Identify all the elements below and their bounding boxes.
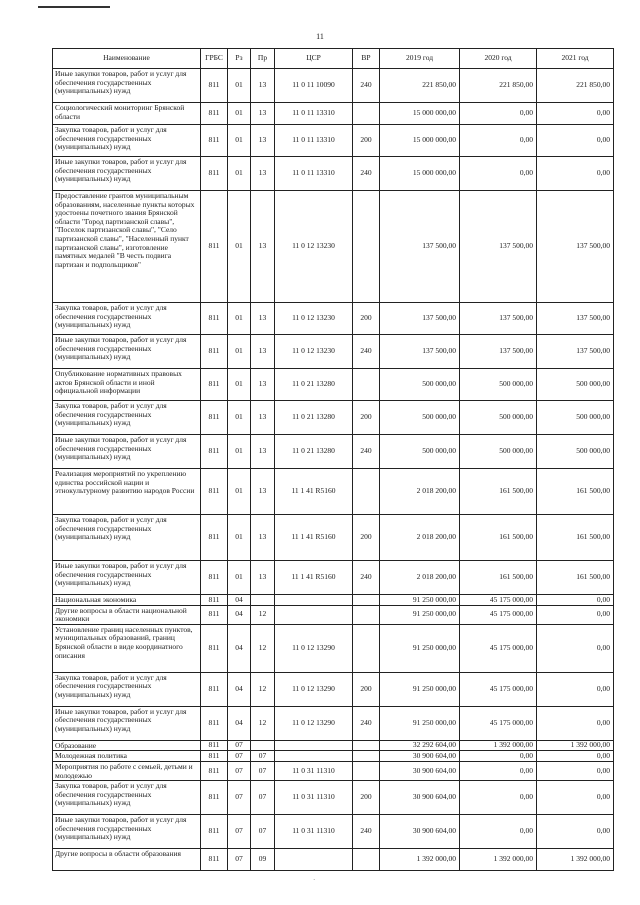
grbs-cell: 811 — [201, 103, 228, 125]
amount-2020-cell: 45 175 000,00 — [460, 595, 537, 606]
pr-cell: 13 — [251, 515, 275, 561]
amount-2019-cell: 500 000,00 — [380, 369, 460, 401]
table-row — [53, 781, 614, 815]
csr-cell: 11 0 31 11310 — [275, 761, 353, 780]
rz-cell: 01 — [228, 191, 251, 303]
amount-2021-cell: 0,00 — [537, 605, 614, 624]
name-cell: Закупка товаров, работ и услуг для обеспечения государственных (муниципальных) нужд — [53, 401, 201, 435]
amount-2019-cell: 500 000,00 — [380, 401, 460, 435]
pr-cell: 13 — [251, 191, 275, 303]
rz-cell: 04 — [228, 706, 251, 740]
csr-cell: 11 1 41 R5160 — [275, 561, 353, 595]
name-cell: Иные закупки товаров, работ и услуг для обеспечения государственных (муниципальных) нужд — [53, 815, 201, 849]
amount-2019-cell: 91 250 000,00 — [380, 706, 460, 740]
amount-2020-cell: 1 392 000,00 — [460, 849, 537, 871]
name-cell: Молодежная политика — [53, 751, 201, 762]
grbs-cell: 811 — [201, 335, 228, 369]
pr-cell: 12 — [251, 605, 275, 624]
csr-cell: 11 0 12 13230 — [275, 335, 353, 369]
rz-cell: 01 — [228, 157, 251, 191]
amount-2019-cell: 30 900 604,00 — [380, 781, 460, 815]
amount-2020-cell: 0,00 — [460, 751, 537, 762]
grbs-cell: 811 — [201, 751, 228, 762]
rz-cell: 01 — [228, 561, 251, 595]
amount-2021-cell: 0,00 — [537, 624, 614, 672]
name-cell: Реализация мероприятий по укреплению единства российской нации и этнокультурному развитию народов России — [53, 469, 201, 515]
amount-2021-cell: 137 500,00 — [537, 335, 614, 369]
table-row — [53, 740, 614, 751]
name-cell: Установление границ населенных пунктов, муниципальных образований, границ Брянской области в виде координатного описания — [53, 624, 201, 672]
grbs-cell: 811 — [201, 369, 228, 401]
vr-cell — [353, 849, 380, 871]
header-col-grbs: ГРБС — [201, 49, 228, 69]
amount-2020-cell: 0,00 — [460, 815, 537, 849]
pr-cell: 07 — [251, 761, 275, 780]
vr-cell: 240 — [353, 157, 380, 191]
grbs-cell: 811 — [201, 605, 228, 624]
table-row — [53, 69, 614, 103]
table-row — [53, 672, 614, 706]
header-col-name: Наименование — [53, 49, 201, 69]
name-cell: Закупка товаров, работ и услуг для обеспечения государственных (муниципальных) нужд — [53, 781, 201, 815]
table-row — [53, 849, 614, 871]
rz-cell: 07 — [228, 761, 251, 780]
table-row — [53, 761, 614, 780]
vr-cell: 240 — [353, 435, 380, 469]
amount-2021-cell: 221 850,00 — [537, 69, 614, 103]
name-cell: Предоставление грантов муниципальным образованиям, населенные пункты которых удостоены почетного звания Брянской области "Город партизанской славы", "Поселок партизанской славы", "Село партизанской славы", "Населенный пункт партизанской славы", изготовление памятных медалей "В честь подвига партизан и подпольщиков" — [53, 191, 201, 303]
rz-cell: 04 — [228, 672, 251, 706]
pr-cell: 13 — [251, 125, 275, 157]
amount-2020-cell: 0,00 — [460, 125, 537, 157]
table-row — [53, 515, 614, 561]
amount-2021-cell: 0,00 — [537, 125, 614, 157]
table-row — [53, 706, 614, 740]
grbs-cell: 811 — [201, 706, 228, 740]
name-cell: Мероприятия по работе с семьей, детьми и молодежью — [53, 761, 201, 780]
header-col-vr: ВР — [353, 49, 380, 69]
grbs-cell: 811 — [201, 815, 228, 849]
amount-2019-cell: 91 250 000,00 — [380, 595, 460, 606]
pr-cell: 13 — [251, 435, 275, 469]
table-row — [53, 751, 614, 762]
amount-2019-cell: 221 850,00 — [380, 69, 460, 103]
csr-cell: 11 0 11 13310 — [275, 125, 353, 157]
amount-2021-cell: 0,00 — [537, 751, 614, 762]
vr-cell — [353, 624, 380, 672]
csr-cell: 11 0 31 11310 — [275, 781, 353, 815]
csr-cell: 11 1 41 R5160 — [275, 515, 353, 561]
grbs-cell: 811 — [201, 469, 228, 515]
amount-2019-cell: 15 000 000,00 — [380, 125, 460, 157]
amount-2020-cell: 0,00 — [460, 781, 537, 815]
rz-cell: 01 — [228, 69, 251, 103]
amount-2020-cell: 500 000,00 — [460, 401, 537, 435]
table-row — [53, 605, 614, 624]
csr-cell — [275, 605, 353, 624]
csr-cell: 11 0 21 13280 — [275, 369, 353, 401]
pr-cell: 12 — [251, 706, 275, 740]
vr-cell: 200 — [353, 515, 380, 561]
amount-2021-cell: 1 392 000,00 — [537, 849, 614, 871]
csr-cell: 11 0 12 13290 — [275, 624, 353, 672]
rz-cell: 01 — [228, 401, 251, 435]
grbs-cell: 811 — [201, 781, 228, 815]
name-cell: Закупка товаров, работ и услуг для обеспечения государственных (муниципальных) нужд — [53, 303, 201, 335]
budget-table-wrapper — [52, 48, 614, 871]
rz-cell: 01 — [228, 303, 251, 335]
pr-cell: 13 — [251, 401, 275, 435]
name-cell: Закупка товаров, работ и услуг для обеспечения государственных (муниципальных) нужд — [53, 672, 201, 706]
csr-cell: 11 0 21 13280 — [275, 435, 353, 469]
amount-2021-cell: 500 000,00 — [537, 369, 614, 401]
csr-cell — [275, 595, 353, 606]
amount-2020-cell: 0,00 — [460, 157, 537, 191]
amount-2019-cell: 91 250 000,00 — [380, 605, 460, 624]
pr-cell: 13 — [251, 69, 275, 103]
amount-2020-cell: 1 392 000,00 — [460, 740, 537, 751]
csr-cell: 11 0 21 13280 — [275, 401, 353, 435]
vr-cell: 240 — [353, 69, 380, 103]
table-row — [53, 469, 614, 515]
grbs-cell: 811 — [201, 125, 228, 157]
table-row — [53, 103, 614, 125]
grbs-cell: 811 — [201, 515, 228, 561]
grbs-cell: 811 — [201, 672, 228, 706]
amount-2019-cell: 30 900 604,00 — [380, 815, 460, 849]
rz-cell: 07 — [228, 849, 251, 871]
rz-cell: 07 — [228, 815, 251, 849]
amount-2020-cell: 137 500,00 — [460, 303, 537, 335]
csr-cell: 11 0 12 13290 — [275, 706, 353, 740]
pr-cell — [251, 595, 275, 606]
amount-2021-cell: 500 000,00 — [537, 401, 614, 435]
amount-2019-cell: 32 292 604,00 — [380, 740, 460, 751]
budget-table — [52, 48, 614, 871]
table-row — [53, 435, 614, 469]
amount-2019-cell: 500 000,00 — [380, 435, 460, 469]
csr-cell: 11 0 12 13290 — [275, 672, 353, 706]
vr-cell — [353, 605, 380, 624]
vr-cell: 240 — [353, 815, 380, 849]
pr-cell: 07 — [251, 781, 275, 815]
header-col-csr: ЦСР — [275, 49, 353, 69]
csr-cell: 11 0 31 11310 — [275, 815, 353, 849]
amount-2021-cell: 0,00 — [537, 157, 614, 191]
grbs-cell: 811 — [201, 595, 228, 606]
amount-2019-cell: 15 000 000,00 — [380, 103, 460, 125]
header-col-2021: 2021 год — [537, 49, 614, 69]
amount-2021-cell: 0,00 — [537, 595, 614, 606]
grbs-cell: 811 — [201, 740, 228, 751]
pr-cell: 13 — [251, 369, 275, 401]
name-cell: Социологический мониторинг Брянской области — [53, 103, 201, 125]
header-col-pr: Пр — [251, 49, 275, 69]
csr-cell — [275, 751, 353, 762]
name-cell: Иные закупки товаров, работ и услуг для обеспечения государственных (муниципальных) нужд — [53, 157, 201, 191]
amount-2020-cell: 161 500,00 — [460, 561, 537, 595]
name-cell: Образование — [53, 740, 201, 751]
amount-2020-cell: 500 000,00 — [460, 369, 537, 401]
table-row — [53, 595, 614, 606]
amount-2020-cell: 45 175 000,00 — [460, 706, 537, 740]
amount-2019-cell: 137 500,00 — [380, 335, 460, 369]
amount-2021-cell: 0,00 — [537, 672, 614, 706]
amount-2019-cell: 2 018 200,00 — [380, 561, 460, 595]
table-row — [53, 369, 614, 401]
table-row — [53, 815, 614, 849]
rz-cell: 04 — [228, 595, 251, 606]
pr-cell: 13 — [251, 469, 275, 515]
csr-cell: 11 0 12 13230 — [275, 303, 353, 335]
name-cell: Закупка товаров, работ и услуг для обеспечения государственных (муниципальных) нужд — [53, 125, 201, 157]
amount-2020-cell: 137 500,00 — [460, 191, 537, 303]
footer-mark: · — [313, 876, 316, 884]
rz-cell: 01 — [228, 369, 251, 401]
vr-cell: 240 — [353, 335, 380, 369]
vr-cell — [353, 751, 380, 762]
pr-cell: 09 — [251, 849, 275, 871]
rz-cell: 01 — [228, 469, 251, 515]
amount-2021-cell: 0,00 — [537, 761, 614, 780]
csr-cell: 11 0 11 13310 — [275, 103, 353, 125]
name-cell: Другие вопросы в области образования — [53, 849, 201, 871]
vr-cell — [353, 191, 380, 303]
pr-cell — [251, 740, 275, 751]
amount-2021-cell: 161 500,00 — [537, 515, 614, 561]
amount-2021-cell: 0,00 — [537, 815, 614, 849]
amount-2021-cell: 0,00 — [537, 103, 614, 125]
csr-cell — [275, 740, 353, 751]
amount-2019-cell: 91 250 000,00 — [380, 672, 460, 706]
pr-cell: 12 — [251, 672, 275, 706]
amount-2019-cell: 137 500,00 — [380, 303, 460, 335]
amount-2021-cell: 0,00 — [537, 781, 614, 815]
amount-2020-cell: 500 000,00 — [460, 435, 537, 469]
pr-cell: 13 — [251, 561, 275, 595]
grbs-cell: 811 — [201, 435, 228, 469]
name-cell: Иные закупки товаров, работ и услуг для обеспечения государственных (муниципальных) нужд — [53, 69, 201, 103]
table-row — [53, 401, 614, 435]
name-cell: Иные закупки товаров, работ и услуг для обеспечения государственных (муниципальных) нужд — [53, 435, 201, 469]
rz-cell: 01 — [228, 335, 251, 369]
csr-cell: 11 0 12 13230 — [275, 191, 353, 303]
amount-2020-cell: 45 175 000,00 — [460, 605, 537, 624]
name-cell: Иные закупки товаров, работ и услуг для обеспечения государственных (муниципальных) нужд — [53, 561, 201, 595]
grbs-cell: 811 — [201, 157, 228, 191]
grbs-cell: 811 — [201, 401, 228, 435]
grbs-cell: 811 — [201, 191, 228, 303]
table-row — [53, 157, 614, 191]
amount-2019-cell: 30 900 604,00 — [380, 751, 460, 762]
grbs-cell: 811 — [201, 761, 228, 780]
amount-2020-cell: 0,00 — [460, 103, 537, 125]
rz-cell: 01 — [228, 103, 251, 125]
vr-cell: 200 — [353, 401, 380, 435]
vr-cell — [353, 595, 380, 606]
amount-2021-cell: 137 500,00 — [537, 303, 614, 335]
vr-cell — [353, 469, 380, 515]
table-body — [53, 69, 614, 871]
amount-2020-cell: 45 175 000,00 — [460, 624, 537, 672]
vr-cell: 200 — [353, 125, 380, 157]
pr-cell: 07 — [251, 751, 275, 762]
header-col-2019: 2019 год — [380, 49, 460, 69]
vr-cell — [353, 369, 380, 401]
header-col-2020: 2020 год — [460, 49, 537, 69]
csr-cell — [275, 849, 353, 871]
pr-cell: 13 — [251, 103, 275, 125]
table-row — [53, 303, 614, 335]
pr-cell: 13 — [251, 303, 275, 335]
amount-2020-cell: 0,00 — [460, 761, 537, 780]
rz-cell: 01 — [228, 435, 251, 469]
table-row — [53, 125, 614, 157]
amount-2021-cell: 0,00 — [537, 706, 614, 740]
grbs-cell: 811 — [201, 561, 228, 595]
rz-cell: 01 — [228, 125, 251, 157]
amount-2021-cell: 161 500,00 — [537, 469, 614, 515]
amount-2019-cell: 1 392 000,00 — [380, 849, 460, 871]
amount-2020-cell: 161 500,00 — [460, 469, 537, 515]
pr-cell: 13 — [251, 157, 275, 191]
csr-cell: 11 1 41 R5160 — [275, 469, 353, 515]
vr-cell: 200 — [353, 303, 380, 335]
vr-cell: 200 — [353, 781, 380, 815]
table-header-row — [53, 49, 614, 69]
name-cell: Иные закупки товаров, работ и услуг для обеспечения государственных (муниципальных) нужд — [53, 335, 201, 369]
amount-2019-cell: 2 018 200,00 — [380, 469, 460, 515]
pr-cell: 12 — [251, 624, 275, 672]
table-row — [53, 191, 614, 303]
rz-cell: 01 — [228, 515, 251, 561]
name-cell: Закупка товаров, работ и услуг для обеспечения государственных (муниципальных) нужд — [53, 515, 201, 561]
rz-cell: 07 — [228, 781, 251, 815]
vr-cell: 240 — [353, 706, 380, 740]
vr-cell — [353, 103, 380, 125]
amount-2019-cell: 137 500,00 — [380, 191, 460, 303]
amount-2020-cell: 137 500,00 — [460, 335, 537, 369]
csr-cell: 11 0 11 13310 — [275, 157, 353, 191]
grbs-cell: 811 — [201, 849, 228, 871]
pr-cell: 07 — [251, 815, 275, 849]
table-row — [53, 561, 614, 595]
amount-2019-cell: 15 000 000,00 — [380, 157, 460, 191]
amount-2021-cell: 137 500,00 — [537, 191, 614, 303]
rz-cell: 04 — [228, 605, 251, 624]
top-rule — [38, 6, 110, 8]
amount-2020-cell: 45 175 000,00 — [460, 672, 537, 706]
amount-2021-cell: 500 000,00 — [537, 435, 614, 469]
table-row — [53, 624, 614, 672]
vr-cell — [353, 740, 380, 751]
name-cell: Опубликование нормативных правовых актов Брянской области и иной официальной информации — [53, 369, 201, 401]
name-cell: Национальная экономика — [53, 595, 201, 606]
vr-cell — [353, 761, 380, 780]
rz-cell: 04 — [228, 624, 251, 672]
vr-cell: 200 — [353, 672, 380, 706]
amount-2019-cell: 30 900 604,00 — [380, 761, 460, 780]
rz-cell: 07 — [228, 740, 251, 751]
name-cell: Иные закупки товаров, работ и услуг для обеспечения государственных (муниципальных) нужд — [53, 706, 201, 740]
amount-2019-cell: 2 018 200,00 — [380, 515, 460, 561]
header-col-rz: Рз — [228, 49, 251, 69]
amount-2020-cell: 221 850,00 — [460, 69, 537, 103]
amount-2021-cell: 161 500,00 — [537, 561, 614, 595]
amount-2021-cell: 1 392 000,00 — [537, 740, 614, 751]
page-number: 11 — [316, 32, 324, 41]
name-cell: Другие вопросы в области национальной экономики — [53, 605, 201, 624]
grbs-cell: 811 — [201, 303, 228, 335]
grbs-cell: 811 — [201, 624, 228, 672]
csr-cell: 11 0 11 10090 — [275, 69, 353, 103]
grbs-cell: 811 — [201, 69, 228, 103]
table-row — [53, 335, 614, 369]
amount-2019-cell: 91 250 000,00 — [380, 624, 460, 672]
vr-cell: 240 — [353, 561, 380, 595]
pr-cell: 13 — [251, 335, 275, 369]
rz-cell: 07 — [228, 751, 251, 762]
amount-2020-cell: 161 500,00 — [460, 515, 537, 561]
